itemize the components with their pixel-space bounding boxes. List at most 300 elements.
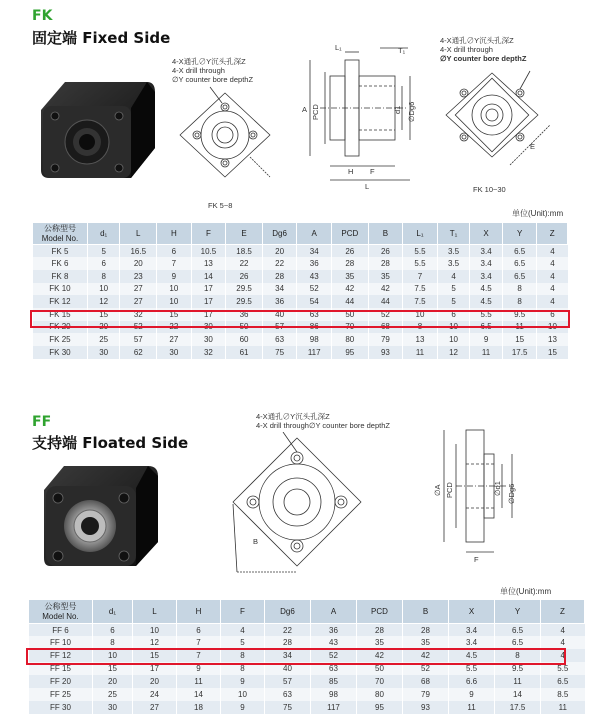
value-cell: 9: [221, 675, 265, 688]
value-cell: 12: [437, 346, 470, 359]
value-cell: 9.5: [502, 308, 537, 321]
value-cell: 30: [93, 701, 133, 714]
table-row: [33, 270, 568, 283]
column-header: X: [470, 223, 503, 245]
value-cell: 35: [368, 270, 403, 283]
table-row: [33, 333, 568, 346]
value-cell: 6: [87, 257, 120, 270]
value-cell: 34: [262, 283, 297, 296]
value-cell: 50: [357, 662, 403, 675]
model-cell: FK 25: [33, 333, 88, 346]
value-cell: 28: [368, 257, 403, 270]
value-cell: 28: [357, 624, 403, 637]
value-cell: 17: [191, 308, 226, 321]
table-row: [33, 295, 568, 308]
value-cell: 20: [133, 675, 177, 688]
value-cell: 60: [226, 333, 263, 346]
value-cell: 13: [191, 257, 226, 270]
value-cell: 10: [403, 308, 438, 321]
fk-small-front-drawing: [170, 85, 280, 200]
value-cell: 15: [502, 333, 537, 346]
value-cell: 25: [93, 688, 133, 701]
value-cell: 10: [437, 333, 470, 346]
value-cell: 42: [332, 283, 369, 296]
value-cell: 63: [311, 662, 357, 675]
model-cell: FK 10: [33, 283, 88, 296]
value-cell: 7.5: [403, 283, 438, 296]
value-cell: 44: [368, 295, 403, 308]
note-line: 4-X通孔∅Y沉头孔深Z: [440, 36, 514, 45]
value-cell: 36: [311, 624, 357, 637]
table-row: [29, 624, 585, 637]
value-cell: 3.5: [437, 245, 470, 258]
value-cell: 12: [133, 636, 177, 649]
value-cell: 117: [311, 701, 357, 714]
ff-dim-dg6: ∅Dg6: [507, 483, 516, 504]
ff-product-photo: [40, 462, 162, 572]
value-cell: 16.5: [120, 245, 157, 258]
fk-large-front-drawing: [440, 65, 560, 190]
value-cell: 26: [368, 245, 403, 258]
ff-dim-a: ∅A: [433, 484, 442, 496]
value-cell: 22: [226, 257, 263, 270]
value-cell: 11: [495, 675, 541, 688]
value-cell: 10: [157, 295, 192, 308]
model-cell: FF 10: [29, 636, 93, 649]
value-cell: 14: [177, 688, 221, 701]
column-header: E: [226, 223, 263, 245]
value-cell: 52: [403, 662, 449, 675]
value-cell: 20: [262, 245, 297, 258]
value-cell: 6: [537, 308, 568, 321]
value-cell: 4: [537, 270, 568, 283]
ff-dim-b: B: [253, 537, 259, 546]
table-row: [29, 675, 585, 688]
note-line: 4-X drill through: [172, 66, 225, 75]
value-cell: 52: [120, 321, 157, 334]
column-header: PCD: [357, 600, 403, 624]
ff-front-drawing: [225, 432, 375, 582]
value-cell: 10: [87, 283, 120, 296]
value-cell: 4.5: [470, 283, 503, 296]
value-cell: 68: [368, 321, 403, 334]
value-cell: 15: [157, 308, 192, 321]
value-cell: 5.5: [403, 257, 438, 270]
column-header: T₁: [437, 223, 470, 245]
value-cell: 6: [157, 245, 192, 258]
value-cell: 79: [403, 688, 449, 701]
value-cell: 36: [226, 308, 263, 321]
value-cell: 4: [437, 270, 470, 283]
value-cell: 30: [191, 333, 226, 346]
header-model-en: Model No.: [42, 611, 79, 621]
value-cell: 68: [403, 675, 449, 688]
value-cell: 4.5: [470, 295, 503, 308]
value-cell: 25: [87, 333, 120, 346]
column-header: F: [191, 223, 226, 245]
value-cell: 93: [403, 701, 449, 714]
model-cell: FK 15: [33, 308, 88, 321]
value-cell: 6.5: [502, 257, 537, 270]
value-cell: 6: [177, 624, 221, 637]
model-cell: FK 6: [33, 257, 88, 270]
value-cell: 43: [311, 636, 357, 649]
value-cell: 62: [120, 346, 157, 359]
ff12-highlight-box: [26, 648, 566, 665]
value-cell: 26: [226, 270, 263, 283]
value-cell: 40: [262, 308, 297, 321]
value-cell: 27: [133, 701, 177, 714]
value-cell: 7: [403, 270, 438, 283]
value-cell: 3.4: [449, 624, 495, 637]
value-cell: 57: [262, 321, 297, 334]
fk12-highlight-box: [30, 310, 570, 328]
value-cell: 11: [541, 701, 585, 714]
table-row: [33, 346, 568, 359]
value-cell: 3.4: [470, 245, 503, 258]
column-header: Dg6: [262, 223, 297, 245]
note-line: 4-X drill through∅Y counter bore depthZ: [256, 421, 390, 430]
ff-note: [256, 412, 390, 430]
value-cell: 98: [311, 688, 357, 701]
value-cell: 17: [191, 295, 226, 308]
value-cell: 28: [262, 270, 297, 283]
value-cell: 95: [357, 701, 403, 714]
model-cell: FF 20: [29, 675, 93, 688]
value-cell: 10: [133, 624, 177, 637]
value-cell: 7: [157, 257, 192, 270]
table-row: [29, 701, 585, 714]
value-cell: 17.5: [502, 346, 537, 359]
column-header: Y: [495, 600, 541, 624]
dim-f: F: [370, 167, 375, 176]
value-cell: 11: [470, 346, 503, 359]
dim-t1: T₁: [398, 46, 406, 55]
value-cell: 20: [87, 321, 120, 334]
model-cell: FF 25: [29, 688, 93, 701]
value-cell: 52: [297, 283, 332, 296]
column-header: B: [403, 600, 449, 624]
value-cell: 6: [93, 624, 133, 637]
value-cell: 8: [87, 270, 120, 283]
value-cell: 28: [332, 257, 369, 270]
value-cell: 6.5: [495, 636, 541, 649]
fk-product-photo: [35, 78, 157, 188]
value-cell: 4: [537, 245, 568, 258]
value-cell: 43: [297, 270, 332, 283]
value-cell: 6: [437, 308, 470, 321]
model-cell: FK 12: [33, 295, 88, 308]
value-cell: 9: [177, 662, 221, 675]
value-cell: 17: [191, 283, 226, 296]
value-cell: 17: [133, 662, 177, 675]
value-cell: 13: [537, 333, 568, 346]
column-header: Y: [502, 223, 537, 245]
value-cell: 3.4: [470, 270, 503, 283]
column-header: A: [297, 223, 332, 245]
column-header: B: [368, 223, 403, 245]
note-line: ∅Y counter bore depthZ: [440, 54, 527, 63]
value-cell: 4: [537, 257, 568, 270]
model-cell: FK 5: [33, 245, 88, 258]
fk-code: FK: [32, 8, 53, 24]
model-cell: FK 30: [33, 346, 88, 359]
value-cell: 35: [332, 270, 369, 283]
fk-unit-label: 单位(Unit):mm: [512, 209, 564, 218]
header-model-en: Model No.: [41, 233, 79, 243]
model-cell: FK 20: [33, 321, 88, 334]
value-cell: 5: [437, 295, 470, 308]
value-cell: 3.5: [437, 257, 470, 270]
header-model-cn: 公称型号: [44, 601, 77, 611]
value-cell: 30: [191, 321, 226, 334]
value-cell: 11: [449, 701, 495, 714]
value-cell: 28: [403, 624, 449, 637]
column-header: Z: [537, 223, 568, 245]
value-cell: 12: [87, 295, 120, 308]
value-cell: 4.5: [449, 649, 495, 662]
value-cell: 10: [221, 688, 265, 701]
ff-side-drawing: [430, 420, 540, 565]
ff-dim-d1: ∅d1: [493, 481, 502, 496]
column-header: H: [157, 223, 192, 245]
value-cell: 5.5: [541, 662, 585, 675]
header-model: [33, 223, 88, 245]
value-cell: 9.5: [495, 662, 541, 675]
value-cell: 36: [262, 295, 297, 308]
column-header: L₁: [403, 223, 438, 245]
value-cell: 44: [332, 295, 369, 308]
model-cell: FK 8: [33, 270, 88, 283]
value-cell: 6.6: [449, 675, 495, 688]
value-cell: 75: [262, 346, 297, 359]
value-cell: 29.5: [226, 283, 263, 296]
column-header: d₁: [87, 223, 120, 245]
value-cell: 4: [541, 636, 585, 649]
value-cell: 20: [93, 675, 133, 688]
value-cell: 22: [265, 624, 311, 637]
model-cell: FF 6: [29, 624, 93, 637]
value-cell: 5: [221, 636, 265, 649]
ff-unit-label: 单位(Unit):mm: [500, 587, 552, 596]
value-cell: 8: [502, 283, 537, 296]
value-cell: 7: [177, 649, 221, 662]
fk-large-note: [440, 36, 526, 63]
value-cell: 5: [87, 245, 120, 258]
value-cell: 98: [297, 333, 332, 346]
value-cell: 79: [368, 333, 403, 346]
dim-h: H: [348, 167, 354, 176]
model-cell: FF 12: [29, 649, 93, 662]
model-cell: FF 30: [29, 701, 93, 714]
dim-l1: L₁: [335, 43, 342, 52]
value-cell: 8: [221, 649, 265, 662]
value-cell: 5: [437, 283, 470, 296]
value-cell: 80: [332, 333, 369, 346]
ff-dim-pcd: PCD: [445, 482, 454, 498]
value-cell: 11: [403, 346, 438, 359]
value-cell: 8: [93, 636, 133, 649]
value-cell: 18.5: [226, 245, 263, 258]
value-cell: 15: [87, 308, 120, 321]
column-header: d₁: [93, 600, 133, 624]
value-cell: 10.5: [191, 245, 226, 258]
value-cell: 22: [262, 257, 297, 270]
value-cell: 93: [368, 346, 403, 359]
dim-pcd: PCD: [311, 104, 320, 120]
value-cell: 29.5: [226, 295, 263, 308]
value-cell: 7.5: [403, 295, 438, 308]
column-header: Dg6: [265, 600, 311, 624]
value-cell: 9: [221, 701, 265, 714]
value-cell: 6.5: [502, 245, 537, 258]
value-cell: 117: [297, 346, 332, 359]
value-cell: 34: [265, 649, 311, 662]
value-cell: 57: [265, 675, 311, 688]
value-cell: 3.4: [449, 636, 495, 649]
value-cell: 61: [226, 346, 263, 359]
table-header-row: [29, 600, 585, 624]
note-line: ∅Y counter bore depthZ: [172, 75, 254, 84]
value-cell: 50: [226, 321, 263, 334]
note-line: 4-X通孔∅Y沉头孔深Z: [172, 57, 246, 66]
value-cell: 23: [120, 270, 157, 283]
value-cell: 13: [403, 333, 438, 346]
dim-d1: d1: [393, 105, 402, 114]
value-cell: 5.5: [449, 662, 495, 675]
dim-l: L: [365, 182, 370, 191]
value-cell: 4: [541, 649, 585, 662]
table-row: [29, 688, 585, 701]
value-cell: 14: [191, 270, 226, 283]
table-header-row: [33, 223, 568, 245]
value-cell: 24: [133, 688, 177, 701]
value-cell: 10: [537, 321, 568, 334]
value-cell: 14: [495, 688, 541, 701]
value-cell: 5.5: [403, 245, 438, 258]
value-cell: 17.5: [495, 701, 541, 714]
value-cell: 42: [368, 283, 403, 296]
value-cell: 10: [93, 649, 133, 662]
value-cell: 70: [332, 321, 369, 334]
value-cell: 8: [221, 662, 265, 675]
value-cell: 42: [357, 649, 403, 662]
value-cell: 27: [120, 283, 157, 296]
value-cell: 5.5: [470, 308, 503, 321]
table-row: [33, 245, 568, 258]
header-model: [29, 600, 93, 624]
column-header: H: [177, 600, 221, 624]
column-header: L: [120, 223, 157, 245]
column-header: F: [221, 600, 265, 624]
value-cell: 27: [157, 333, 192, 346]
table-row: [33, 257, 568, 270]
value-cell: 26: [332, 245, 369, 258]
value-cell: 6.5: [495, 624, 541, 637]
value-cell: 52: [368, 308, 403, 321]
value-cell: 15: [133, 649, 177, 662]
value-cell: 10: [157, 283, 192, 296]
value-cell: 10: [437, 321, 470, 334]
value-cell: 11: [502, 321, 537, 334]
value-cell: 22: [157, 321, 192, 334]
ff-title: 支持端 Floated Side: [32, 434, 189, 452]
column-header: X: [449, 600, 495, 624]
dim-e: E: [530, 142, 536, 151]
value-cell: 32: [191, 346, 226, 359]
fk-title: 固定端 Fixed Side: [32, 29, 171, 47]
value-cell: 15: [93, 662, 133, 675]
fk-large-caption: FK 10~30: [473, 185, 506, 194]
value-cell: 9: [157, 270, 192, 283]
value-cell: 30: [157, 346, 192, 359]
value-cell: 42: [403, 649, 449, 662]
note-line: 4-X通孔∅Y沉头孔深Z: [256, 412, 330, 421]
header-model-cn: 公称型号: [43, 223, 76, 233]
value-cell: 70: [357, 675, 403, 688]
value-cell: 34: [297, 245, 332, 258]
value-cell: 35: [357, 636, 403, 649]
value-cell: 27: [120, 295, 157, 308]
value-cell: 63: [262, 333, 297, 346]
fk-small-note: [172, 57, 253, 84]
value-cell: 8: [495, 649, 541, 662]
value-cell: 8: [502, 295, 537, 308]
column-header: L: [133, 600, 177, 624]
value-cell: 9: [470, 333, 503, 346]
value-cell: 6.5: [502, 270, 537, 283]
value-cell: 75: [265, 701, 311, 714]
column-header: Z: [541, 600, 585, 624]
column-header: PCD: [332, 223, 369, 245]
fk-side-drawing: [290, 42, 420, 197]
table-row: [33, 283, 568, 296]
value-cell: 32: [120, 308, 157, 321]
dim-dg6: ∅Dg6: [407, 101, 416, 122]
value-cell: 3.4: [470, 257, 503, 270]
ff-code: FF: [32, 414, 52, 430]
value-cell: 11: [177, 675, 221, 688]
ff-dim-f: F: [474, 555, 479, 564]
value-cell: 15: [537, 346, 568, 359]
value-cell: 63: [265, 688, 311, 701]
value-cell: 8.5: [541, 688, 585, 701]
value-cell: 6.5: [541, 675, 585, 688]
column-header: A: [311, 600, 357, 624]
value-cell: 20: [120, 257, 157, 270]
note-line: 4-X drill through: [440, 45, 493, 54]
value-cell: 4: [221, 624, 265, 637]
value-cell: 18: [177, 701, 221, 714]
value-cell: 63: [297, 308, 332, 321]
fk-spec-table: [32, 222, 568, 359]
fk-small-caption: FK 5~8: [208, 201, 233, 210]
value-cell: 52: [311, 649, 357, 662]
value-cell: 36: [297, 257, 332, 270]
value-cell: 8: [403, 321, 438, 334]
value-cell: 35: [403, 636, 449, 649]
value-cell: 54: [297, 295, 332, 308]
value-cell: 28: [265, 636, 311, 649]
value-cell: 50: [332, 308, 369, 321]
value-cell: 6.5: [470, 321, 503, 334]
dim-a: A: [302, 105, 308, 114]
value-cell: 80: [357, 688, 403, 701]
value-cell: 4: [537, 295, 568, 308]
value-cell: 95: [332, 346, 369, 359]
value-cell: 7: [177, 636, 221, 649]
value-cell: 85: [311, 675, 357, 688]
